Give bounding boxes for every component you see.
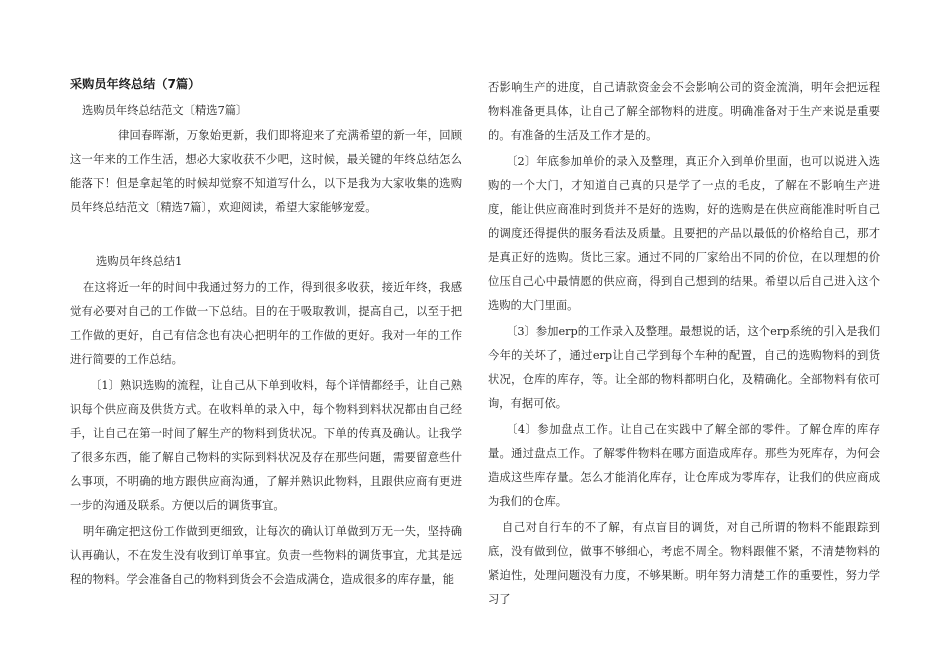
body-paragraph: 明年确定把这份工作做到更细致，让每次的确认订单做到万无一失，坚持确认再确认，不在发生没有收到订单事宜。负责一些物料的调货事宜，尤其是远程的物料。学会准备自己的物料到货会不会造成满仓，造成很多的库存量，能: [70, 525, 462, 586]
body-paragraph: 〔1〕熟识选购的流程，让自己从下单到收料，每个详情都经手，让自己熟识每个供应商及供货方式。在收料单的录入中，每个物料到料状况都由自己经手，让自己在第一时间了解生产的物料到货状况。下单的传真及确认。让我学了很多东西，能了解自己物料的实际到料状况及存在那些问题，需要留意些什么事项，不明确的地方跟供应商沟通，了解并熟识此物料，且跟供应商有更进一步的沟通及联系。方便以后的调货事宜。: [70, 379, 462, 512]
body-paragraph: 〔2〕年底参加单价的录入及整理，真正介入到单价里面，也可以说进入选购的一个大门，才知道自己真的只是学了一点的毛皮，了解在不影响生产进度，能让供应商准时到货并不是好的选购，好的选购是在供应商能准时听自己的调度还得提供的服务看法及质量。且要把的产品以最低的价格给自己，那才是真正好的选购。货比三家。通过不同的厂家给出不同的价位，在以理想的价位压自己心中最情愿的供应商，得到自己想到的结果。希望以后自己进入这个选购的大门里面。: [488, 155, 880, 312]
body-paragraph: 在这将近一年的时间中我通过努力的工作，得到很多收获，接近年终，我感觉有必要对自己的工作做一下总结。目的在于吸取教训，提高自己，以至于把工作做的更好，自己有信念也有决心把明年的工作做的更好。我对一年的工作进行简要的工作总结。: [70, 281, 462, 366]
body-paragraph: 〔4〕参加盘点工作。让自己在实践中了解全部的零件。了解仓库的库存量。通过盘点工作。了解零件物料在哪方面造成库存。那些为死库存，为何会造成这些库存量。怎么才能消化库存，让仓库成为零库存，让我们的供应商成为我们的仓库。: [488, 423, 880, 508]
document-subtitle: 选购员年终总结范文〔精选7篇〕: [82, 104, 248, 117]
body-paragraph: 〔3〕参加erp的工作录入及整理。最想说的话，这个erp系统的引入是我们今年的关坏了，通过erp让自己学到每个车种的配置，自己的选购物料的到货状况，仓库的库存，等。让全部的物料都明白化，及精确化。全部物料有依可询，有据可依。: [488, 325, 880, 410]
right-body: [488, 76, 880, 612]
body-paragraph: 否影响生产的进度，自己请款资金会不会影响公司的资金流淌，明年会把远程物料准备更具体，让自己了解全部物料的进度。明确准备对于生产来说是重要的。有准备的生活及工作才是的。: [488, 81, 880, 142]
intro-paragraph: 律回春晖渐，万象始更新，我们即将迎来了充满希望的新一年，回顾这一年来的工作生活，想必大家收获不少吧，这时候，最关键的年终总结怎么能落下！但是拿起笔的时候却觉察不知道写什么，以下是我为大家收集的选购员年终总结范文〔精选7篇〕，欢迎阅读，希望大家能够宠爱。: [70, 129, 462, 214]
section-heading: 选购员年终总结1: [96, 255, 183, 268]
body-paragraph: 自己对自行车的不了解，有点盲目的调货，对自己所谓的物料不能跟踪到底，没有做到位，做事不够细心，考虑不周全。物料跟催不紧，不清楚物料的紧迫性，处理问题没有力度，不够果断。明年努力清楚工作的重要性，努力学习了: [488, 521, 880, 606]
document-title: 采购员年终总结（7篇）: [70, 77, 201, 91]
left-body: [70, 276, 462, 592]
